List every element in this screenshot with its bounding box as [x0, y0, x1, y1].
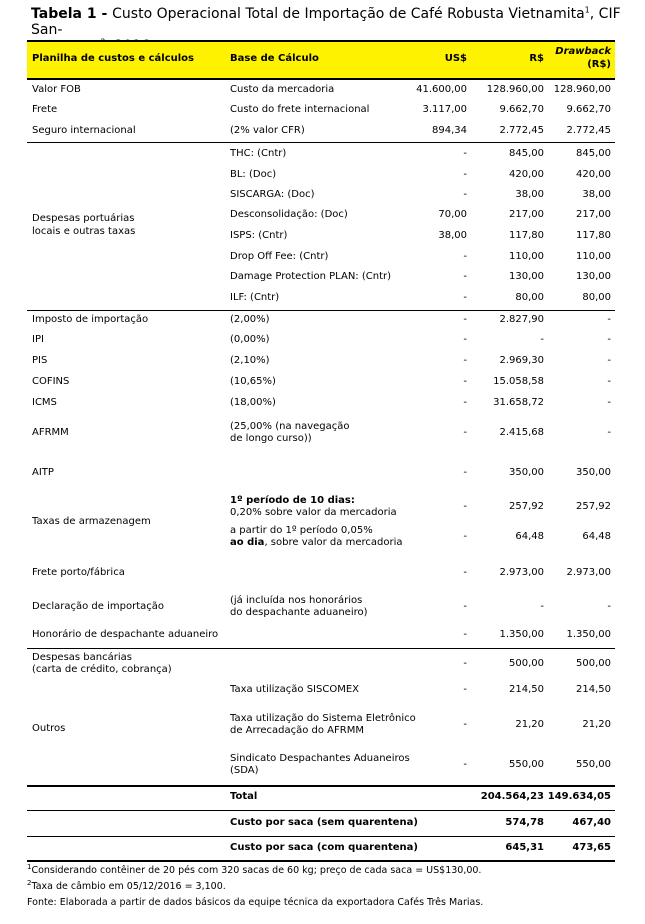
declaracao-base: (já incluída nos honorários [230, 595, 363, 606]
declaracao-base-cont: do despachante aduaneiro) [230, 607, 368, 618]
row-base: Drop Off Fee: (Cntr) [230, 251, 329, 262]
declaracao-usd: - [463, 601, 467, 612]
row-label: Seguro internacional [32, 125, 136, 136]
row-usd: - [463, 292, 467, 303]
row-usd: - [463, 334, 467, 345]
header-brl: R$ [529, 53, 544, 64]
bancarias-brl: 500,00 [509, 658, 544, 669]
row-drawback: - [607, 334, 611, 345]
header-base: Base de Cálculo [230, 53, 319, 64]
row-base: (2,00%) [230, 314, 270, 325]
row-brl: 845,00 [509, 148, 544, 159]
frete-porto-usd: - [463, 567, 467, 578]
total-label: Total [230, 791, 258, 802]
source-note: Fonte: Elaborada a partir de dados básicos da equipe técnica da exportadora Cafés Três Marias. [27, 897, 484, 908]
row-brl: 217,00 [509, 209, 544, 220]
aitp-drawback: 350,00 [576, 467, 611, 478]
outros-afrmm-drawback: 21,20 [582, 719, 611, 730]
divider [27, 648, 615, 649]
row-drawback: 420,00 [576, 169, 611, 180]
row-base: (10,65%) [230, 376, 276, 387]
row-label: Valor FOB [32, 84, 81, 95]
row-drawback: 128.960,00 [553, 84, 611, 95]
row-base: BL: (Doc) [230, 169, 277, 180]
outros-afrmm-sistema-cont: de Arrecadação do AFRMM [230, 725, 364, 736]
row-brl: 2.969,30 [499, 355, 544, 366]
row-drawback: - [607, 397, 611, 408]
row-base: Desconsolidação: (Doc) [230, 209, 348, 220]
divider [27, 785, 615, 787]
row-brl: 15.058,58 [493, 376, 544, 387]
row-base: ISPS: (Cntr) [230, 230, 288, 241]
row-label: ICMS [32, 397, 57, 408]
row-base: Custo da mercadoria [230, 84, 335, 95]
divider [27, 836, 615, 837]
aitp-usd: - [463, 467, 467, 478]
honorario-usd: - [463, 629, 467, 640]
declaracao-brl: - [540, 601, 544, 612]
saca-sem-drawback: 467,40 [572, 817, 611, 828]
row-drawback: 38,00 [582, 189, 611, 200]
divider [27, 810, 615, 811]
table-bottom-border [27, 860, 615, 862]
declaracao-drawback: - [607, 601, 611, 612]
footnote-1-text: Considerando contêiner de 20 pés com 320 sacas de 60 kg; preço de cada saca = US$130,00. [31, 865, 482, 876]
aitp-label: AITP [32, 467, 54, 478]
footnote-1 [27, 862, 482, 877]
armazenagem-periodo2: a partir do 1º período 0,05% [230, 525, 373, 536]
saca-com-label: Custo por saca (com quarentena) [230, 842, 418, 853]
row-usd: 38,00 [438, 230, 467, 241]
armazenagem-1-brl: 257,92 [509, 501, 544, 512]
table-title-prefix: Tabela 1 - [31, 6, 113, 22]
row-base: SISCARGA: (Doc) [230, 189, 315, 200]
row-usd: 3.117,00 [422, 104, 467, 115]
row-brl: 110,00 [509, 251, 544, 262]
armazenagem-periodo2-desc [230, 537, 402, 549]
row-brl: 38,00 [515, 189, 544, 200]
row-base: ILF: (Cntr) [230, 292, 280, 303]
row-base: (2,10%) [230, 355, 270, 366]
row-label: Imposto de importação [32, 314, 149, 325]
saca-com-brl: 645,31 [505, 842, 544, 853]
afrmm-label: AFRMM [32, 427, 69, 438]
row-usd: - [463, 189, 467, 200]
armazenagem-2-usd: - [463, 531, 467, 542]
total-brl: 204.564,23 [480, 791, 544, 802]
row-drawback: - [607, 314, 611, 325]
honorario-label: Honorário de despachante aduaneiro [32, 629, 219, 640]
row-drawback: 217,00 [576, 209, 611, 220]
row-brl: 2.772,45 [499, 125, 544, 136]
frete-porto-brl: 2.973,00 [499, 567, 544, 578]
outros-sda-usd: - [463, 759, 467, 770]
row-usd: - [463, 148, 467, 159]
row-usd: - [463, 271, 467, 282]
bancarias-label: Despesas bancárias [32, 652, 132, 663]
row-brl: 2.827,90 [499, 314, 544, 325]
footnote-2-text: Taxa de câmbio em 05/12/2016 = 3,100. [31, 881, 226, 892]
row-brl: 9.662,70 [499, 104, 544, 115]
afrmm-usd: - [463, 427, 467, 438]
row-brl: 128.960,00 [486, 84, 544, 95]
row-label: COFINS [32, 376, 70, 387]
outros-label: Outros [32, 723, 66, 734]
row-usd: - [463, 251, 467, 262]
label-despesas-portuarias: Despesas portuárias [32, 213, 135, 224]
frete-porto-label: Frete porto/fábrica [32, 567, 125, 578]
afrmm-brl: 2.415,68 [499, 427, 544, 438]
saca-com-drawback: 473,65 [572, 842, 611, 853]
honorario-brl: 1.350,00 [499, 629, 544, 640]
row-drawback: 130,00 [576, 271, 611, 282]
row-drawback: 80,00 [582, 292, 611, 303]
bancarias-usd: - [463, 658, 467, 669]
row-base: (18,00%) [230, 397, 276, 408]
row-label: PIS [32, 355, 48, 366]
header-usd: US$ [444, 53, 467, 64]
declaracao-label: Declaração de importação [32, 601, 164, 612]
header-drawback-unit: (R$) [587, 59, 611, 70]
row-usd: - [463, 376, 467, 387]
row-drawback: 9.662,70 [566, 104, 611, 115]
afrmm-drawback: - [607, 427, 611, 438]
outros-siscomex: Taxa utilização SISCOMEX [230, 684, 359, 695]
divider [27, 142, 615, 143]
armazenagem-1-usd: - [463, 501, 467, 512]
outros-sda-drawback: 550,00 [576, 759, 611, 770]
outros-siscomex-brl: 214,50 [509, 684, 544, 695]
row-drawback: 110,00 [576, 251, 611, 262]
afrmm-base-cont: de longo curso)) [230, 433, 312, 444]
total-drawback: 149.634,05 [547, 791, 611, 802]
row-brl: 31.658,72 [493, 397, 544, 408]
armazenagem-periodo1-desc: 0,20% sobre valor da mercadoria [230, 507, 397, 518]
armazenagem-ao-dia: ao dia [230, 537, 265, 548]
row-label: Frete [32, 104, 58, 115]
row-base: (0,00%) [230, 334, 270, 345]
row-drawback: - [607, 355, 611, 366]
honorario-drawback: 1.350,00 [566, 629, 611, 640]
row-label: IPI [32, 334, 44, 345]
aitp-brl: 350,00 [509, 467, 544, 478]
outros-sda-brl: 550,00 [509, 759, 544, 770]
table-title-text: Custo Operacional Total de Importação de Café Robusta Vietnamita [112, 6, 585, 22]
armazenagem-periodo1: 1º período de 10 dias: [230, 495, 355, 506]
row-drawback: 2.772,45 [566, 125, 611, 136]
saca-sem-label: Custo por saca (sem quarentena) [230, 817, 418, 828]
header-drawback: Drawback [555, 46, 611, 57]
row-drawback: - [607, 376, 611, 387]
footnote-2-mark: 2 [27, 878, 32, 887]
row-brl: - [540, 334, 544, 345]
outros-sda: Sindicato Despachantes Aduaneiros [230, 753, 410, 764]
row-usd: 41.600,00 [416, 84, 467, 95]
row-base: THC: (Cntr) [230, 148, 287, 159]
armazenagem-1-drawback: 257,92 [576, 501, 611, 512]
row-brl: 80,00 [515, 292, 544, 303]
footnote-ref-1: 1 [584, 5, 590, 15]
outros-afrmm-sistema: Taxa utilização do Sistema Eletrônico [230, 713, 416, 724]
row-usd: - [463, 169, 467, 180]
row-usd: 70,00 [438, 209, 467, 220]
armazenagem-2-brl: 64,48 [515, 531, 544, 542]
armazenagem-label: Taxas de armazenagem [32, 516, 151, 527]
row-brl: 420,00 [509, 169, 544, 180]
row-usd: 894,34 [432, 125, 467, 136]
outros-afrmm-brl: 21,20 [515, 719, 544, 730]
divider [27, 310, 615, 311]
footnote-1-mark: 1 [27, 862, 32, 871]
outros-afrmm-usd: - [463, 719, 467, 730]
row-brl: 117,80 [509, 230, 544, 241]
row-usd: - [463, 314, 467, 325]
frete-porto-drawback: 2.973,00 [566, 567, 611, 578]
row-brl: 130,00 [509, 271, 544, 282]
row-drawback: 117,80 [576, 230, 611, 241]
row-base: Damage Protection PLAN: (Cntr) [230, 271, 392, 282]
bancarias-label-cont: (carta de crédito, cobrança) [32, 664, 172, 675]
outros-sda-cont: (SDA) [230, 765, 259, 776]
row-drawback: 845,00 [576, 148, 611, 159]
armazenagem-periodo2-rest: , sobre valor da mercadoria [264, 537, 403, 548]
saca-sem-brl: 574,78 [505, 817, 544, 828]
outros-siscomex-usd: - [463, 684, 467, 695]
armazenagem-2-drawback: 64,48 [582, 531, 611, 542]
footnote-2 [27, 878, 226, 893]
outros-siscomex-drawback: 214,50 [576, 684, 611, 695]
header-planilha: Planilha de custos e cálculos [32, 53, 194, 64]
row-base: (2% valor CFR) [230, 125, 305, 136]
row-usd: - [463, 397, 467, 408]
row-usd: - [463, 355, 467, 366]
row-base: Custo do frete internacional [230, 104, 370, 115]
table-title-text-cont: , CIF San- [31, 6, 621, 38]
bancarias-drawback: 500,00 [576, 658, 611, 669]
afrmm-base: (25,00% (na navegação [230, 421, 350, 432]
label-despesas-portuarias-cont: locais e outras taxas [32, 226, 136, 237]
